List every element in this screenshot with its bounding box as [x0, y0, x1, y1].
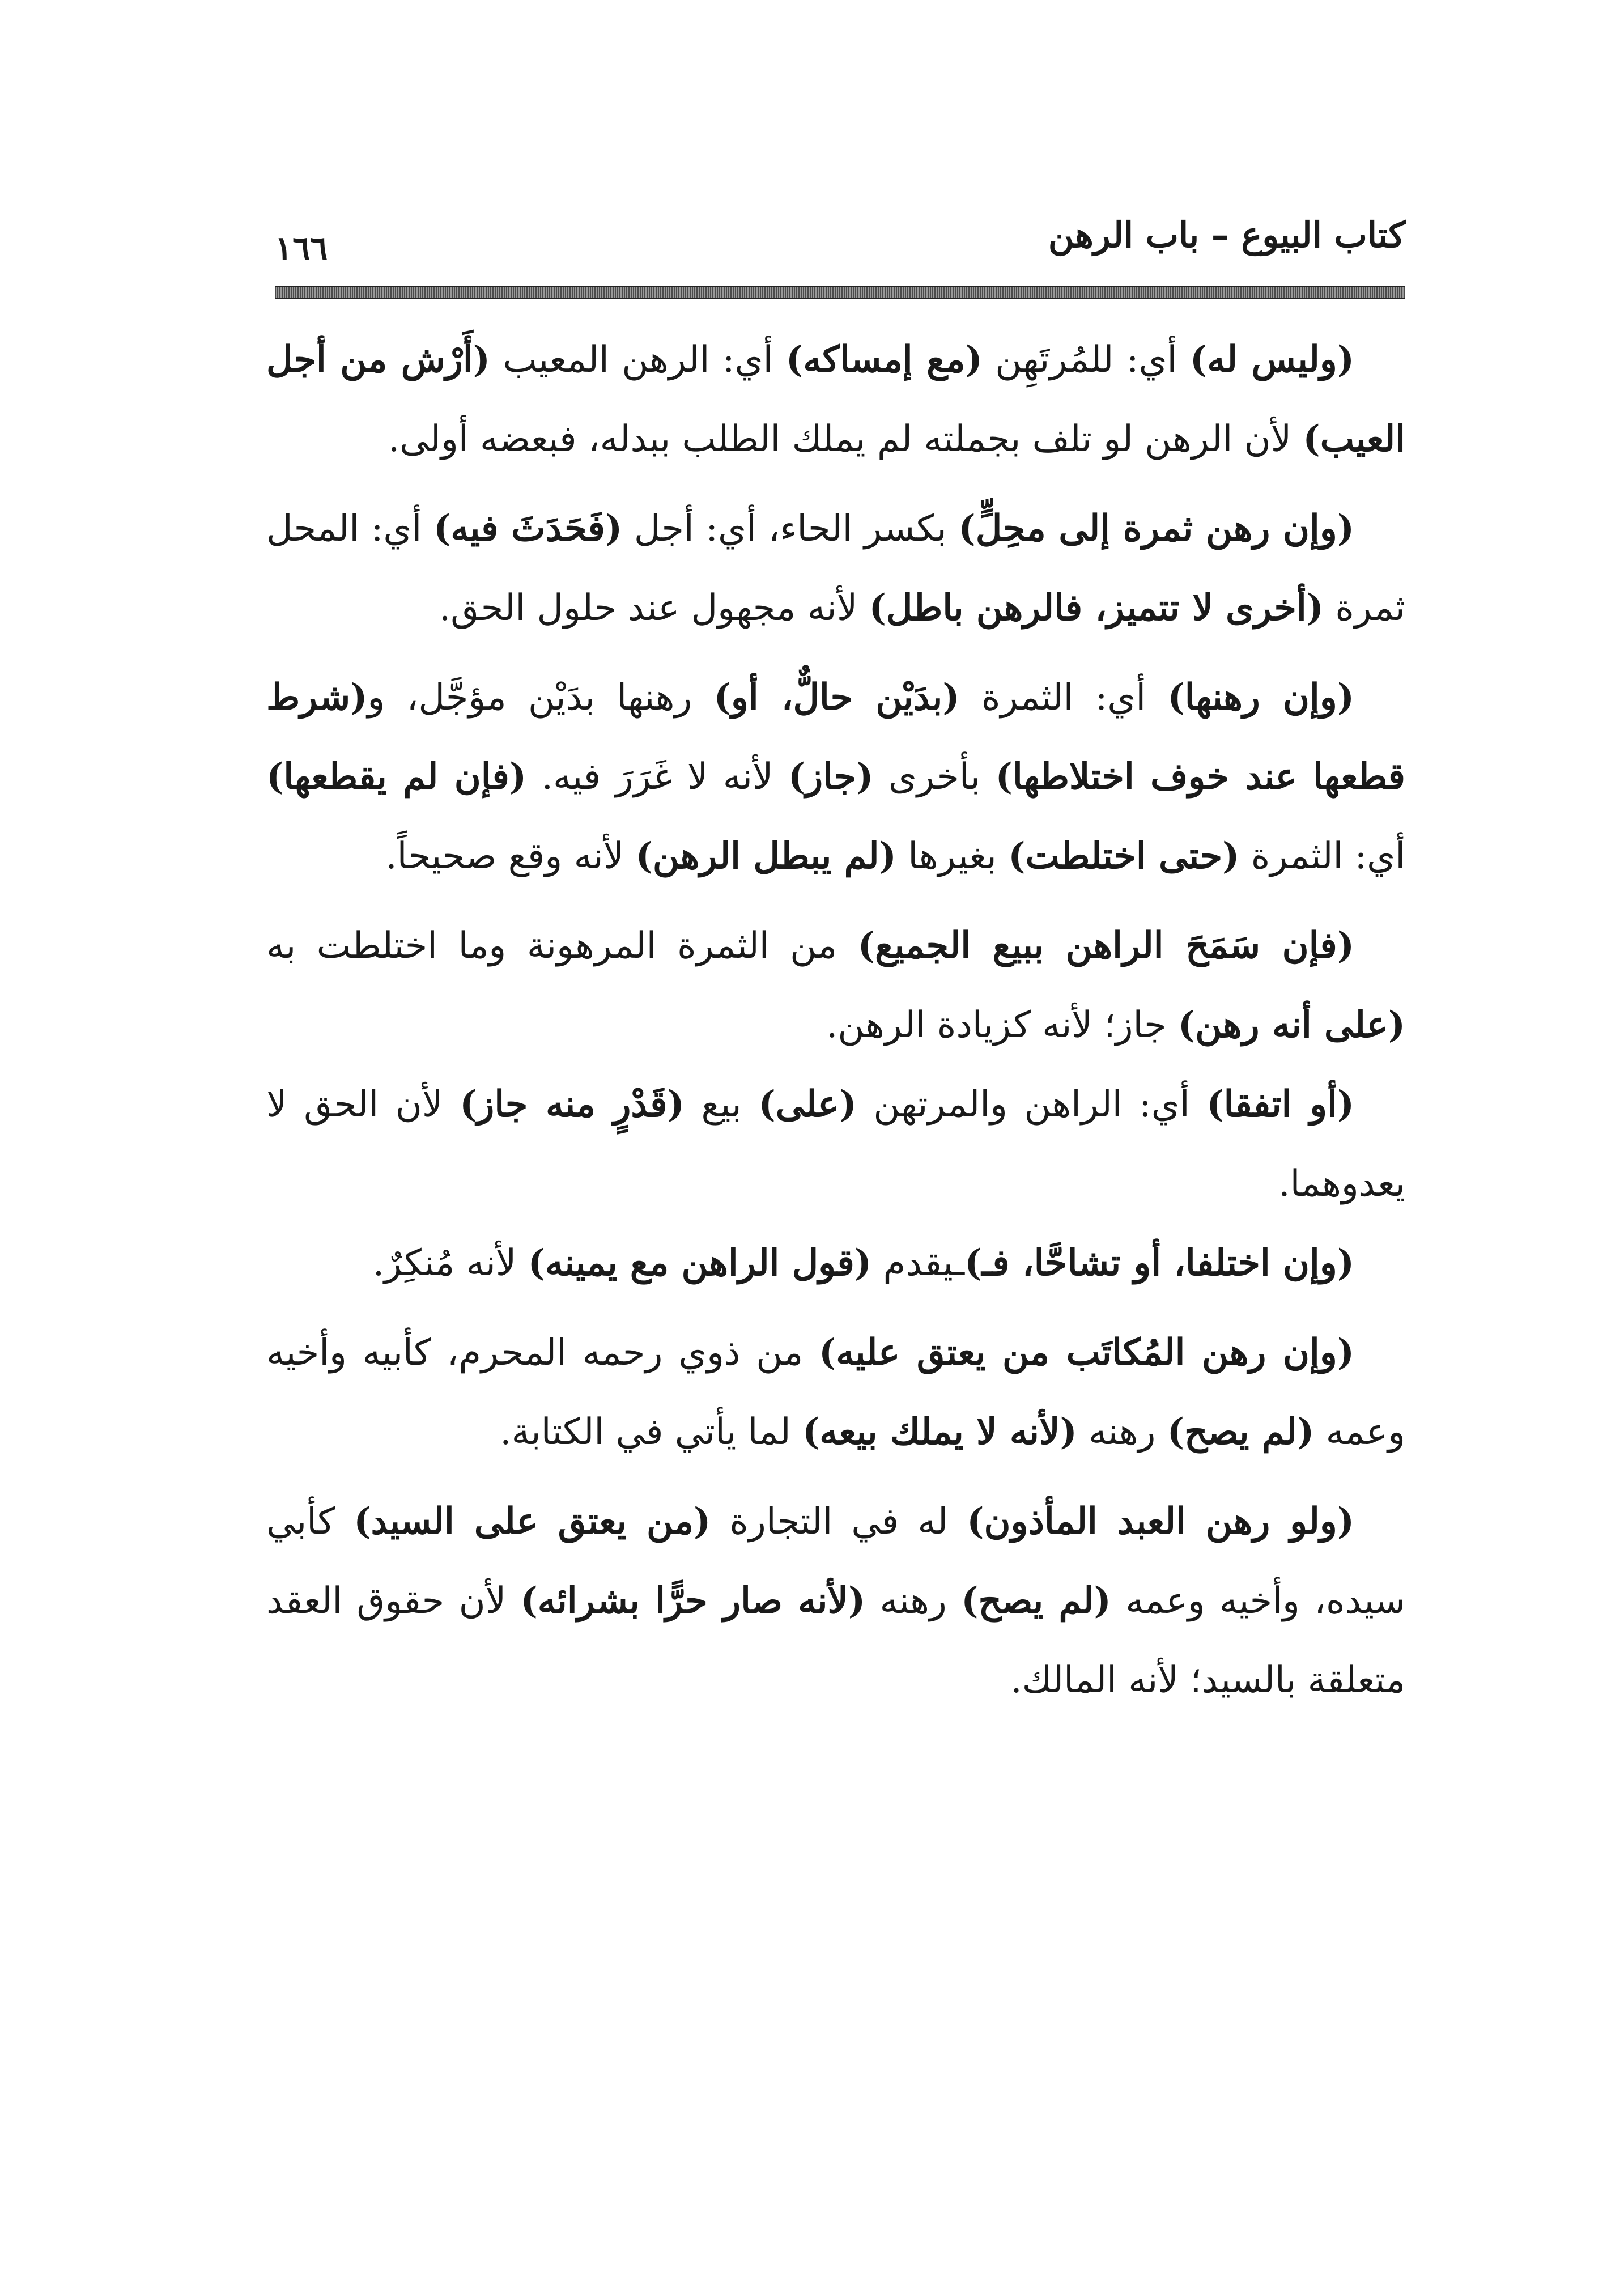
bold-matn-text: (أخرى لا تتميز، فالرهن باطل)	[869, 587, 1324, 629]
commentary-text: لأنه مجهول عند حلول الحق.	[439, 587, 869, 629]
bold-matn-text: (لم يصح)	[961, 1579, 1111, 1622]
commentary-text: أي: الراهن والمرتهن	[856, 1084, 1207, 1126]
bold-matn-text: (قَدْرٍ منه جاز)	[460, 1083, 685, 1126]
commentary-text: رهنها بدَيْن مؤجَّل، و	[367, 677, 714, 719]
commentary-text: بأخرى	[873, 756, 996, 798]
commentary-text: لأن الحق لا يعدوهما.	[266, 1084, 1405, 1205]
running-head	[275, 210, 1405, 278]
commentary-text: أي: المحل ثمرة	[266, 508, 1405, 629]
commentary-text: بغيرها	[896, 835, 1009, 877]
paragraph	[266, 1224, 1405, 1303]
bold-matn-text: (قول الراهن مع يمينه)	[528, 1242, 872, 1284]
bold-matn-text: (وليس له)	[1189, 338, 1355, 381]
commentary-text: كأبي سيده، وأخيه وعمه	[266, 1501, 1405, 1622]
commentary-text: أي: الرهن المعيب	[490, 339, 786, 381]
commentary-text: له في التجارة	[711, 1501, 967, 1543]
bold-matn-text: (أو اتفقا)	[1206, 1083, 1355, 1126]
bold-matn-text: (لم يصح)	[1167, 1411, 1315, 1453]
bold-matn-text: (على أنه رهن)	[1177, 1004, 1405, 1046]
bold-matn-text: (فإن لم يقطعها)	[266, 755, 527, 798]
bold-matn-text: (فإن سَمَحَ الراهن ببيع الجميع)	[857, 924, 1355, 967]
page-number: ١٦٦	[275, 229, 328, 267]
commentary-text: جاز؛ لأنه كزيادة الرهن.	[826, 1004, 1178, 1046]
commentary-text: من ذوي رحمه المحرم، كأبيه وأخيه وعمه	[266, 1332, 1405, 1453]
commentary-text: لأنه لا غَرَرَ فيه.	[526, 756, 788, 798]
bold-matn-text: (جاز)	[788, 755, 874, 798]
paragraph	[266, 1313, 1405, 1472]
bold-matn-text: (وإن رهن ثمرة إلى محِلٍّ)	[958, 507, 1355, 550]
commentary-text: ـيقدم	[871, 1242, 965, 1284]
bold-matn-text: (من يعتق على السيد)	[354, 1500, 711, 1543]
commentary-text: رهنه	[865, 1580, 962, 1622]
bold-matn-text: (لأنه صار حرًّا بشرائه)	[520, 1579, 866, 1622]
commentary-text: رهنه	[1077, 1411, 1167, 1453]
header-rule	[275, 286, 1405, 299]
bold-matn-text: (لم يبطل الرهن)	[635, 835, 896, 877]
commentary-text: بكسر الحاء، أي: أجل	[622, 508, 959, 550]
commentary-text: من الثمرة المرهونة وما اختلطت به	[266, 925, 858, 967]
commentary-text: لما يأتي في الكتابة.	[500, 1411, 802, 1453]
commentary-text: لأن الرهن لو تلف بجملته لم يملك الطلب ببدله، فبعضه أولى.	[388, 418, 1303, 460]
commentary-text: أي: الثمرة	[959, 677, 1168, 719]
paragraph	[266, 320, 1405, 479]
bold-matn-text: (بدَيْن حالٌّ، أو)	[713, 676, 960, 719]
commentary-text: لأنه وقع صحيحاً.	[385, 835, 636, 877]
commentary-text: بيع	[684, 1084, 759, 1126]
bold-matn-text: (أَرْش من أجل العيب)	[266, 338, 1405, 460]
paragraph	[266, 1482, 1405, 1720]
commentary-text: أي: الثمرة	[1239, 835, 1405, 877]
bold-matn-text: (شرط قطعها عند خوف اختلاطها)	[266, 676, 1406, 798]
running-head-title: كتاب البيوع – باب الرهن	[1048, 214, 1405, 256]
commentary-text: لأن حقوق العقد متعلقة بالسيد؛ لأنه المالك.	[266, 1580, 1405, 1701]
bold-matn-text: (وإن اختلفا، أو تشاحَّا، فـ)	[964, 1242, 1354, 1284]
body-text	[266, 320, 1405, 1720]
bold-matn-text: (على)	[758, 1083, 857, 1126]
paragraph	[266, 658, 1405, 896]
bold-matn-text: (لأنه لا يملك بيعه)	[802, 1411, 1077, 1453]
paragraph	[266, 489, 1405, 648]
bold-matn-text: (وإن رهن المُكاتَب من يعتق عليه)	[819, 1331, 1355, 1374]
bold-matn-text: (فَحَدَثَ فيه)	[433, 507, 623, 550]
bold-matn-text: (ولو رهن العبد المأذون)	[967, 1500, 1355, 1543]
bold-matn-text: (حتى اختلطت)	[1008, 835, 1240, 877]
paragraph	[266, 1065, 1405, 1224]
bold-matn-text: (وإن رهنها)	[1167, 676, 1354, 719]
commentary-text: أي: للمُرتَهِن	[982, 339, 1190, 381]
commentary-text: لأنه مُنكِرٌ.	[372, 1242, 528, 1284]
paragraph	[266, 906, 1405, 1065]
bold-matn-text: (مع إمساكه)	[785, 338, 983, 381]
